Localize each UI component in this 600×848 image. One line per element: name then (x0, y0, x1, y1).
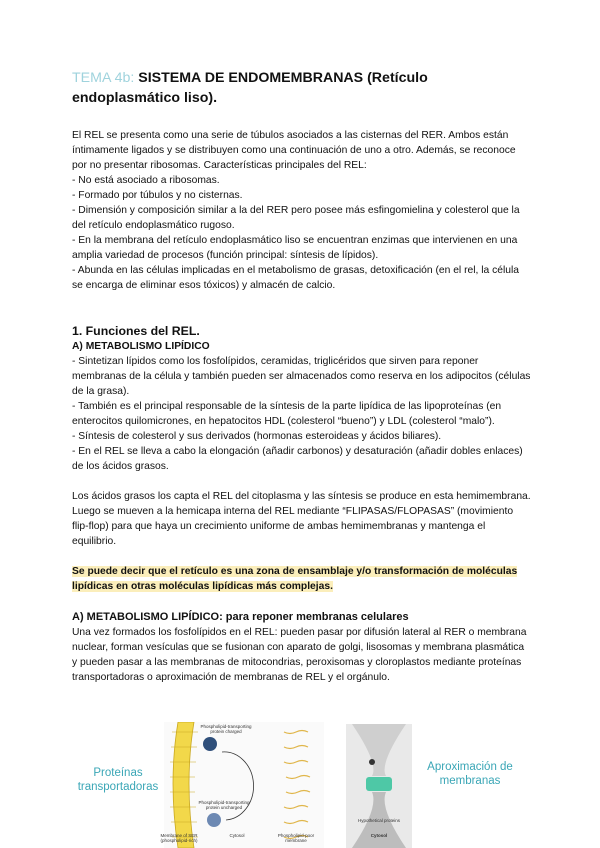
label-hypothetical: Hypothetical proteins (357, 818, 401, 823)
figure-label-right: Aproximación de membranas (427, 761, 513, 787)
section-subheading: A) METABOLISMO LIPÍDICO: para reponer membranas celulares (72, 611, 409, 623)
title-text: SISTEMA DE ENDOMEMBRANAS (Retículo endoplasmático liso). (72, 70, 428, 106)
tema-label: TEMA 4b: (72, 70, 135, 86)
section-subheading: A) METABOLISMO LIPÍDICO (72, 341, 210, 352)
label-poor-membrane: Phospholipid-poor membrane (277, 833, 315, 843)
intro-item: - Abunda en las células implicadas en el metabolismo de grasas, detoxificación (en el rel, la célula se encarga de eliminar esos tóxicos) y almacén de calcio. (72, 265, 520, 291)
list-item: - Síntesis de colesterol y sus derivados (hormonas esteroideas y ácidos biliares). (72, 431, 442, 442)
uncharged-protein (207, 813, 221, 827)
membrane-approximation-diagram (346, 724, 412, 848)
label-uncharged: Phospholipid-transporting protein uncharged (198, 800, 250, 810)
figure (72, 720, 532, 848)
page-title (72, 68, 532, 108)
intro-section (72, 128, 532, 293)
body-paragraph: Los ácidos grasos los capta el REL del citoplasma y las síntesis se produce en esta hemimembrana. Luego se mueven a la hemicapa interna del REL mediante “FLIPASAS/FLOPASAS” (movimiento flip-flop) para que haya un crecimiento uniforme de ambas hemimembranas y mantenga el equilibrio. (72, 491, 531, 547)
intro-item: - En la membrana del retículo endoplasmático liso se encuentran enzimas que intervienen en una amplia variedad de procesos (función principal: síntesis de lípidos). (72, 235, 518, 261)
intro-item: - No está asociado a ribosomas. (72, 175, 220, 186)
list-item: - Sintetizan lípidos como los fosfolípidos, ceramidas, triglicéridos que sirven para reponer membranas de la célula y también pueden ser almacenados como reserva en los adipocitos (células de la grasa). (72, 356, 531, 397)
body-paragraph: Una vez formados los fosfolípidos en el REL: pueden pasar por difusión lateral al RER o membrana nuclear, forman vesículas que se fusionan con aparato de golgi, lisosomas y membrana plasmática y pueden pasar a las membranas de mitocondrias, peroxisomas y cloroplastos mediante proteínas transportadoras o aproximación de membranas de REL y el orgánulo. (72, 627, 527, 683)
label-charged: Phospholipid-transporting protein charged (200, 724, 252, 734)
transport-protein-diagram (164, 722, 324, 848)
highlighted-text: Se puede decir que el retículo es una zona de ensamblaje y/o transformación de moléculas lipídicas en otras moléculas lipídicas más complejas. (72, 566, 518, 592)
list-item: - También es el principal responsable de la síntesis de la parte lipídica de las lipoproteínas (en enterocitos quilomicrones, en hepatocitos HDL (colesterol “bueno”) y LDL (colesterol “malo”). (72, 401, 502, 427)
bridge-protein (366, 777, 392, 791)
intro-item: - Dimensión y composición similar a la del RER pero posee más esfingomielina y colesterol que la del retículo endoplasmático rugoso. (72, 205, 520, 231)
list-item: - En el REL se lleva a cabo la elongación (añadir carbonos) y desaturación (añadir dobles enlaces) de los ácidos grasos. (72, 446, 523, 472)
intro-item: - Formado por túbulos y no cisternas. (72, 190, 243, 201)
label-membrane: Membrane of SER (phospholipid-rich) (160, 833, 198, 843)
label-cytosol-right: Cytosol (370, 833, 388, 838)
figure-label-left: Proteínas transportadoras (77, 767, 159, 793)
label-cytosol: Cytosol (229, 833, 245, 838)
document-page (72, 68, 532, 685)
intro-paragraph: El REL se presenta como una serie de túbulos asociados a las cisternas del RER. Ambos están íntimamente ligados y se distribuyen como una continuación de uno a otro. Además, se reconoce por no presentar ribosomas. Características principales del REL: (72, 130, 516, 171)
charged-protein (203, 737, 217, 751)
section-heading: 1. Funciones del REL. (72, 324, 200, 338)
